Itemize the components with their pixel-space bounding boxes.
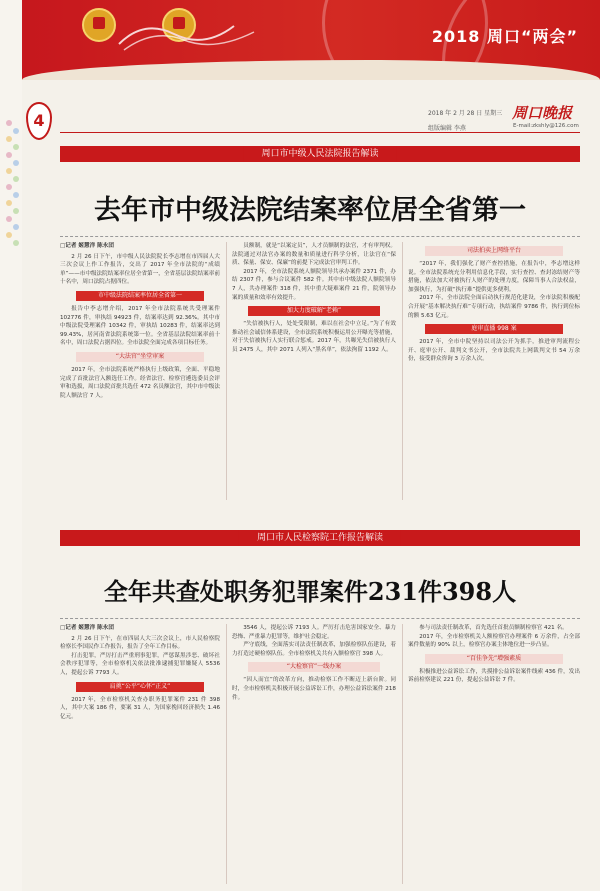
subheading: 司法拍卖上网络平台 <box>425 246 563 256</box>
banner-label: 周口市中级人民法院报告解读 <box>243 146 396 162</box>
procuratorate-headline: 全年共查处职务犯罪案件231件398人 <box>103 577 517 606</box>
paragraph: 参与司法责任制改革，首先选任首批员额制检察官 421 名。 <box>419 625 568 631</box>
paragraph: 2017 年，全市法院全面启动执行规范化建设，全市法院积极配合开展“基本解决执行难”专项行动，执结案件 9786 件，执行到位标的额 5.63 亿元。 <box>408 295 580 319</box>
decor-dot <box>6 216 12 222</box>
decor-dot <box>13 224 19 230</box>
section-banner-court <box>60 146 580 162</box>
decor-dot <box>13 208 19 214</box>
paragraph: “因人而宜”的改革方向，推动检察工作不断迈上新台阶。同时，全市检察机关积极开展公益诉讼工作，办理公益诉讼案件 218 件。 <box>232 677 396 701</box>
subheading: “大检察官”一线办案 <box>248 662 379 672</box>
decor-dot <box>13 176 19 182</box>
decorative-strip <box>0 0 22 891</box>
court-column-3 <box>408 242 580 502</box>
paragraph: 2017 年，全市法院系统人额院领导共承办案件 2371 件，办结 2307 件，参与合议案件 582 件。其中市中级法院人额院领导 7 人，共办理案件 318 件，其中重大疑难案件 21 件，院领导办案的质量和效率有效提升。 <box>232 268 396 301</box>
byline: □记者 姬慧洋 陈永団 <box>60 243 114 249</box>
column-divider <box>226 242 227 500</box>
procuratorate-column-3 <box>408 624 580 886</box>
paragraph: 2017 年，全市检察机关查办职务犯罪案件 231 件 398 人，其中大案 186 件，要案 31 人，为国家挽回经济损失 1.46 亿元。 <box>60 696 220 720</box>
flags-icon <box>114 14 264 54</box>
decor-dot <box>13 128 19 134</box>
paragraph: “2017 年，我们强化了财产查控措施，在报告中，李志增这样说。全市法院系统充分利用信息化手段，实行查控、查封冻结财产等措施，依法加大对被执行人财产的处理力度，保障当事人合法权益，加强执行，为打破“执行难”提供更多便利。 <box>408 261 580 293</box>
paragraph: 报告中李志增介绍，2017 年全市法院系统共受理案件 102776 件，审执结 94923 件，结案率达到 92.36%。其中市中级法院受理案件 10342 件，审执结 10283 件，结案率达到 99.43%，居河南省法院系统第一位。全省基层法院结案率前十名中，周口法院占据四位。全市法院全面完成各项目标任务。 <box>60 305 220 347</box>
editor-line: 组版编辑 李燕 <box>428 125 466 132</box>
header-rule <box>60 132 580 133</box>
decor-dot <box>6 152 12 158</box>
decor-dot <box>13 144 19 150</box>
divider <box>60 236 580 237</box>
divider <box>60 618 580 619</box>
paragraph: 员额制，就是“以案定员”，人才员额制的法官，才有审判权。法院通过对法官办案的数量和质量进行科学分析，让法官在“保质、保量、保安、保廉”的前提下完成法官审判工作。 <box>232 243 396 267</box>
paragraph: 2017 年，全市检察机关人额检察官办理案件 6 万余件，占全部案件数量的 90% 以上，检察官办案主体地位进一步凸显。 <box>408 633 580 649</box>
paragraph: 3546 人，提起公诉 7193 人。严厉打击危害国家安全、暴力恐怖、严重暴力犯罪等，维护社会稳定。 <box>232 625 396 640</box>
paragraph: 2017 年，全市中院坚持以司法公开为抓手，推进审判流程公开、庭审公开、裁判文书公开，全市法院共上网裁判文书 54 万余份，接受群众咨询 3 万余人次。 <box>408 339 580 363</box>
decor-dot <box>6 184 12 190</box>
decor-dot <box>6 232 12 238</box>
paragraph: 积极推进公益诉讼工作，共摸排公益诉讼案件线索 436 件，发出诉前检察建议 221 份，提起公益诉讼 7 件。 <box>408 668 580 684</box>
paragraph: 2 月 26 日下午，市中级人民法院院长李志增在市四届人大三次会议上作工作报告，交出了 2017 年全市法院的“成绩单”——市中级法院结案率位居全省第一，全省基层法院结案率前十名中，周口法院占据四位。 <box>60 253 220 286</box>
court-headline: 去年市中级法院结案率位居全省第一 <box>94 195 526 226</box>
subheading: “百佳争先”增强素质 <box>425 654 563 664</box>
column-divider <box>402 624 403 884</box>
court-column-1 <box>60 242 220 502</box>
court-column-2 <box>232 242 396 502</box>
paragraph: 打击犯罪，严厉打击严重刑事犯罪，严惩谋黑涉恶、破坏社会秩序犯罪等，全市检察机关依法批准逮捕犯罪嫌疑人 5536 人，提起公诉 7793 人。 <box>60 652 220 676</box>
paragraph: 2 月 26 日下午，在市四届人大三次会议上，市人民检察院检察长李国民作工作报告，报告了全年工作目标。 <box>60 635 220 651</box>
date-line: 2018 年 2 月 28 日 星期三 <box>428 110 503 117</box>
byline: □记者 姬慧洋 陈永団 <box>60 625 114 631</box>
subheading: 肩挑“公平”心怀“正义” <box>76 682 204 692</box>
paragraph: “失信被执行人，处处受限制，难以在社会中立足。”为了有效推动社会诚信体系建设，全市法院系统积极运用公开曝光等措施，对于失信被执行人实行联合惩戒。2017 年，共曝光失信被执行人员 2475 人，其中 2071 人列入“黑名单”，依法拘留 1192 人。 <box>232 321 396 353</box>
subheading: 庭审直播 998 案 <box>425 324 563 334</box>
header-title: 2018 周口“两会” <box>431 27 578 46</box>
paragraph: 严守底线，全面落实司法责任制改革，加强检察队伍建设，着力打造过硬检察队伍。全市检察机关共有入额检察官 398 人。 <box>232 642 396 657</box>
page-number: 4 <box>26 102 52 140</box>
subheading: “大法官”坐堂审案 <box>76 352 204 362</box>
decor-dot <box>6 136 12 142</box>
decor-dot <box>13 160 19 166</box>
page-header <box>22 0 600 80</box>
column-divider <box>402 242 403 500</box>
paragraph: 2017 年，全市法院系统严格执行上级政策，全面、平稳地完成了首批法官入额选任工作。经省法官、检察官遴选委员会评审和选拔，周口法院首批共选任 472 名员额法官，其中市中级法院人额法官 7 人。 <box>60 366 220 399</box>
subheading: 加大力度破解“老赖” <box>248 306 379 316</box>
decor-dot <box>13 192 19 198</box>
email-line: E-mail:zkshly@126.com <box>513 123 579 129</box>
decor-dot <box>13 240 19 246</box>
section-banner-procuratorate <box>60 530 580 546</box>
decor-dot <box>6 200 12 206</box>
decor-dot <box>6 120 12 126</box>
decor-dot <box>6 168 12 174</box>
column-divider <box>226 624 227 884</box>
banner-label: 周口市人民检察院工作报告解读 <box>239 530 401 546</box>
subheading: 市中级法院结案率位居全省第一 <box>76 291 204 301</box>
national-emblem-icon <box>82 8 116 42</box>
newspaper-logo: 周口晚报 <box>512 104 573 122</box>
procuratorate-column-1 <box>60 624 220 886</box>
procuratorate-column-2 <box>232 624 396 886</box>
